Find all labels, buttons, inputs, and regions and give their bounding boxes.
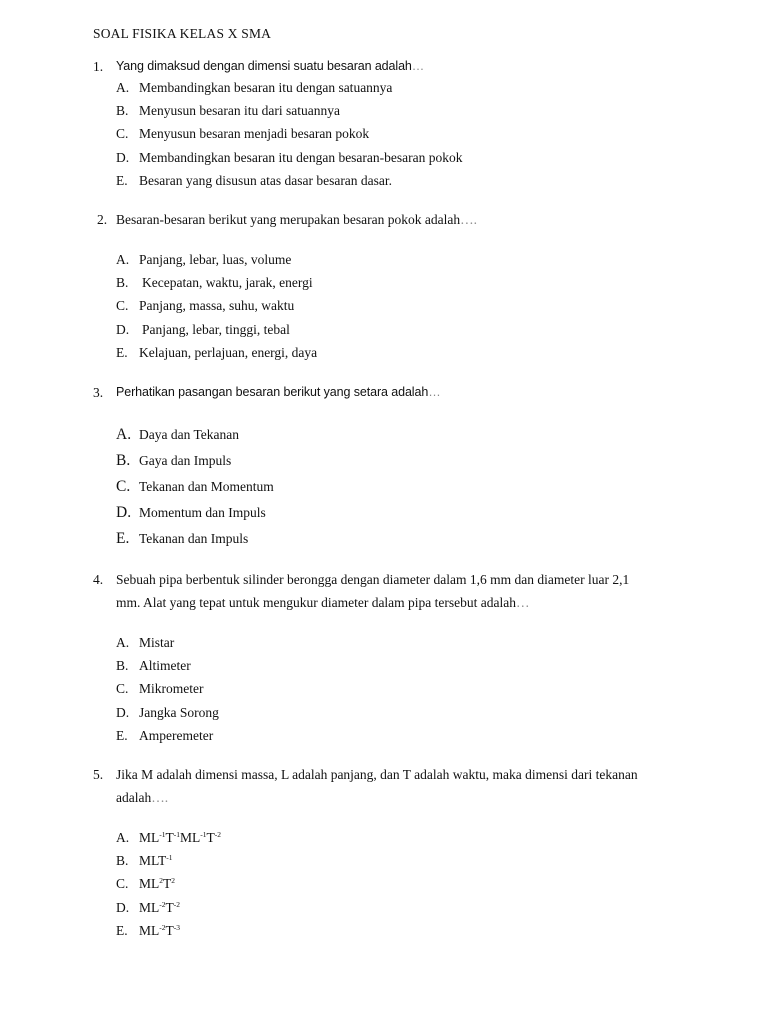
question-number: 4. bbox=[93, 572, 104, 587]
question-5 bbox=[93, 763, 673, 809]
question-text: Besaran-besaran berikut yang merupakan besaran pokok adalah…. bbox=[116, 212, 477, 227]
question-text: Jika M adalah dimensi massa, L adalah panjang, dan T adalah waktu, maka dimensi dari tekanan adalah…. bbox=[116, 767, 638, 805]
question-1 bbox=[93, 55, 673, 78]
question-text: Sebuah pipa berbentuk silinder berongga dengan diameter dalam 1,6 mm dan diameter luar 2,1 mm. Alat yang tepat untuk mengukur diameter dalam pipa tersebut adalah… bbox=[116, 572, 630, 610]
document-page: SOAL FISIKA KELAS X SMA 1. Yang dimaksud dengan dimensi suatu besaran adalah… A. Membandingkan besaran itu dengan satuannya B. Menyusun besaran itu dari satuannya C. Menyusun besaran menjadi besaran pokok D. Membandingkan besaran itu dengan besaran-besaran pokok E. Besaran yang disusun atas dasar besaran dasar. 2. Besaran-besaran berikut yang merupakan besaran pokok adalah…. A. Panjang, lebar, luas, volume B. Kecepatan, waktu, jarak, energi C. Panjang, massa, suhu, waktu D. Panjang, lebar, tinggi, tebal E. Kelajuan, perlajuan, energi, daya 3. Perhatikan pasangan besaran berikut yang setara adalah… A. Daya dan Tekanan B. Gaya dan Impuls C. Tekanan dan Momentum D. Momentum dan Impuls E. Tekanan dan Impuls 4. Sebuah pipa berbentuk silinder berongga dengan diameter dalam 1,6 mm dan diameter luar 2,1 mm. Alat yang tepat untuk mengukur diameter dalam pipa tersebut adalah… A. Mistar B. Altimeter C. Mikrometer D. Jangka Sorong E. Amperemeter 5. Jika M adalah dimensi massa, L adalah panjang, dan T adalah waktu, maka dimensi dari tekanan adalah…. A. $ML^{-1}T^{-1}ML^{-1}T^{-2}$ B. $MLT^{-1}$ C. $ML^2T^2$ D. $ML^{-2}T^{-2}$ E. $ML^{-2}T^{-3}$ bbox=[0, 0, 768, 1024]
question-3 bbox=[93, 381, 673, 404]
question-number: 2. bbox=[97, 212, 108, 227]
question-4 bbox=[93, 568, 673, 614]
question-text: Yang dimaksud dengan dimensi suatu besaran adalah… bbox=[116, 59, 425, 73]
question-2 bbox=[97, 208, 677, 231]
document-title: SOAL FISIKA KELAS X SMA bbox=[93, 26, 272, 41]
question-number: 3. bbox=[93, 385, 104, 400]
question-number: 5. bbox=[93, 767, 104, 782]
question-text: Perhatikan pasangan besaran berikut yang setara adalah… bbox=[116, 385, 441, 399]
question-number: 1. bbox=[93, 59, 104, 74]
